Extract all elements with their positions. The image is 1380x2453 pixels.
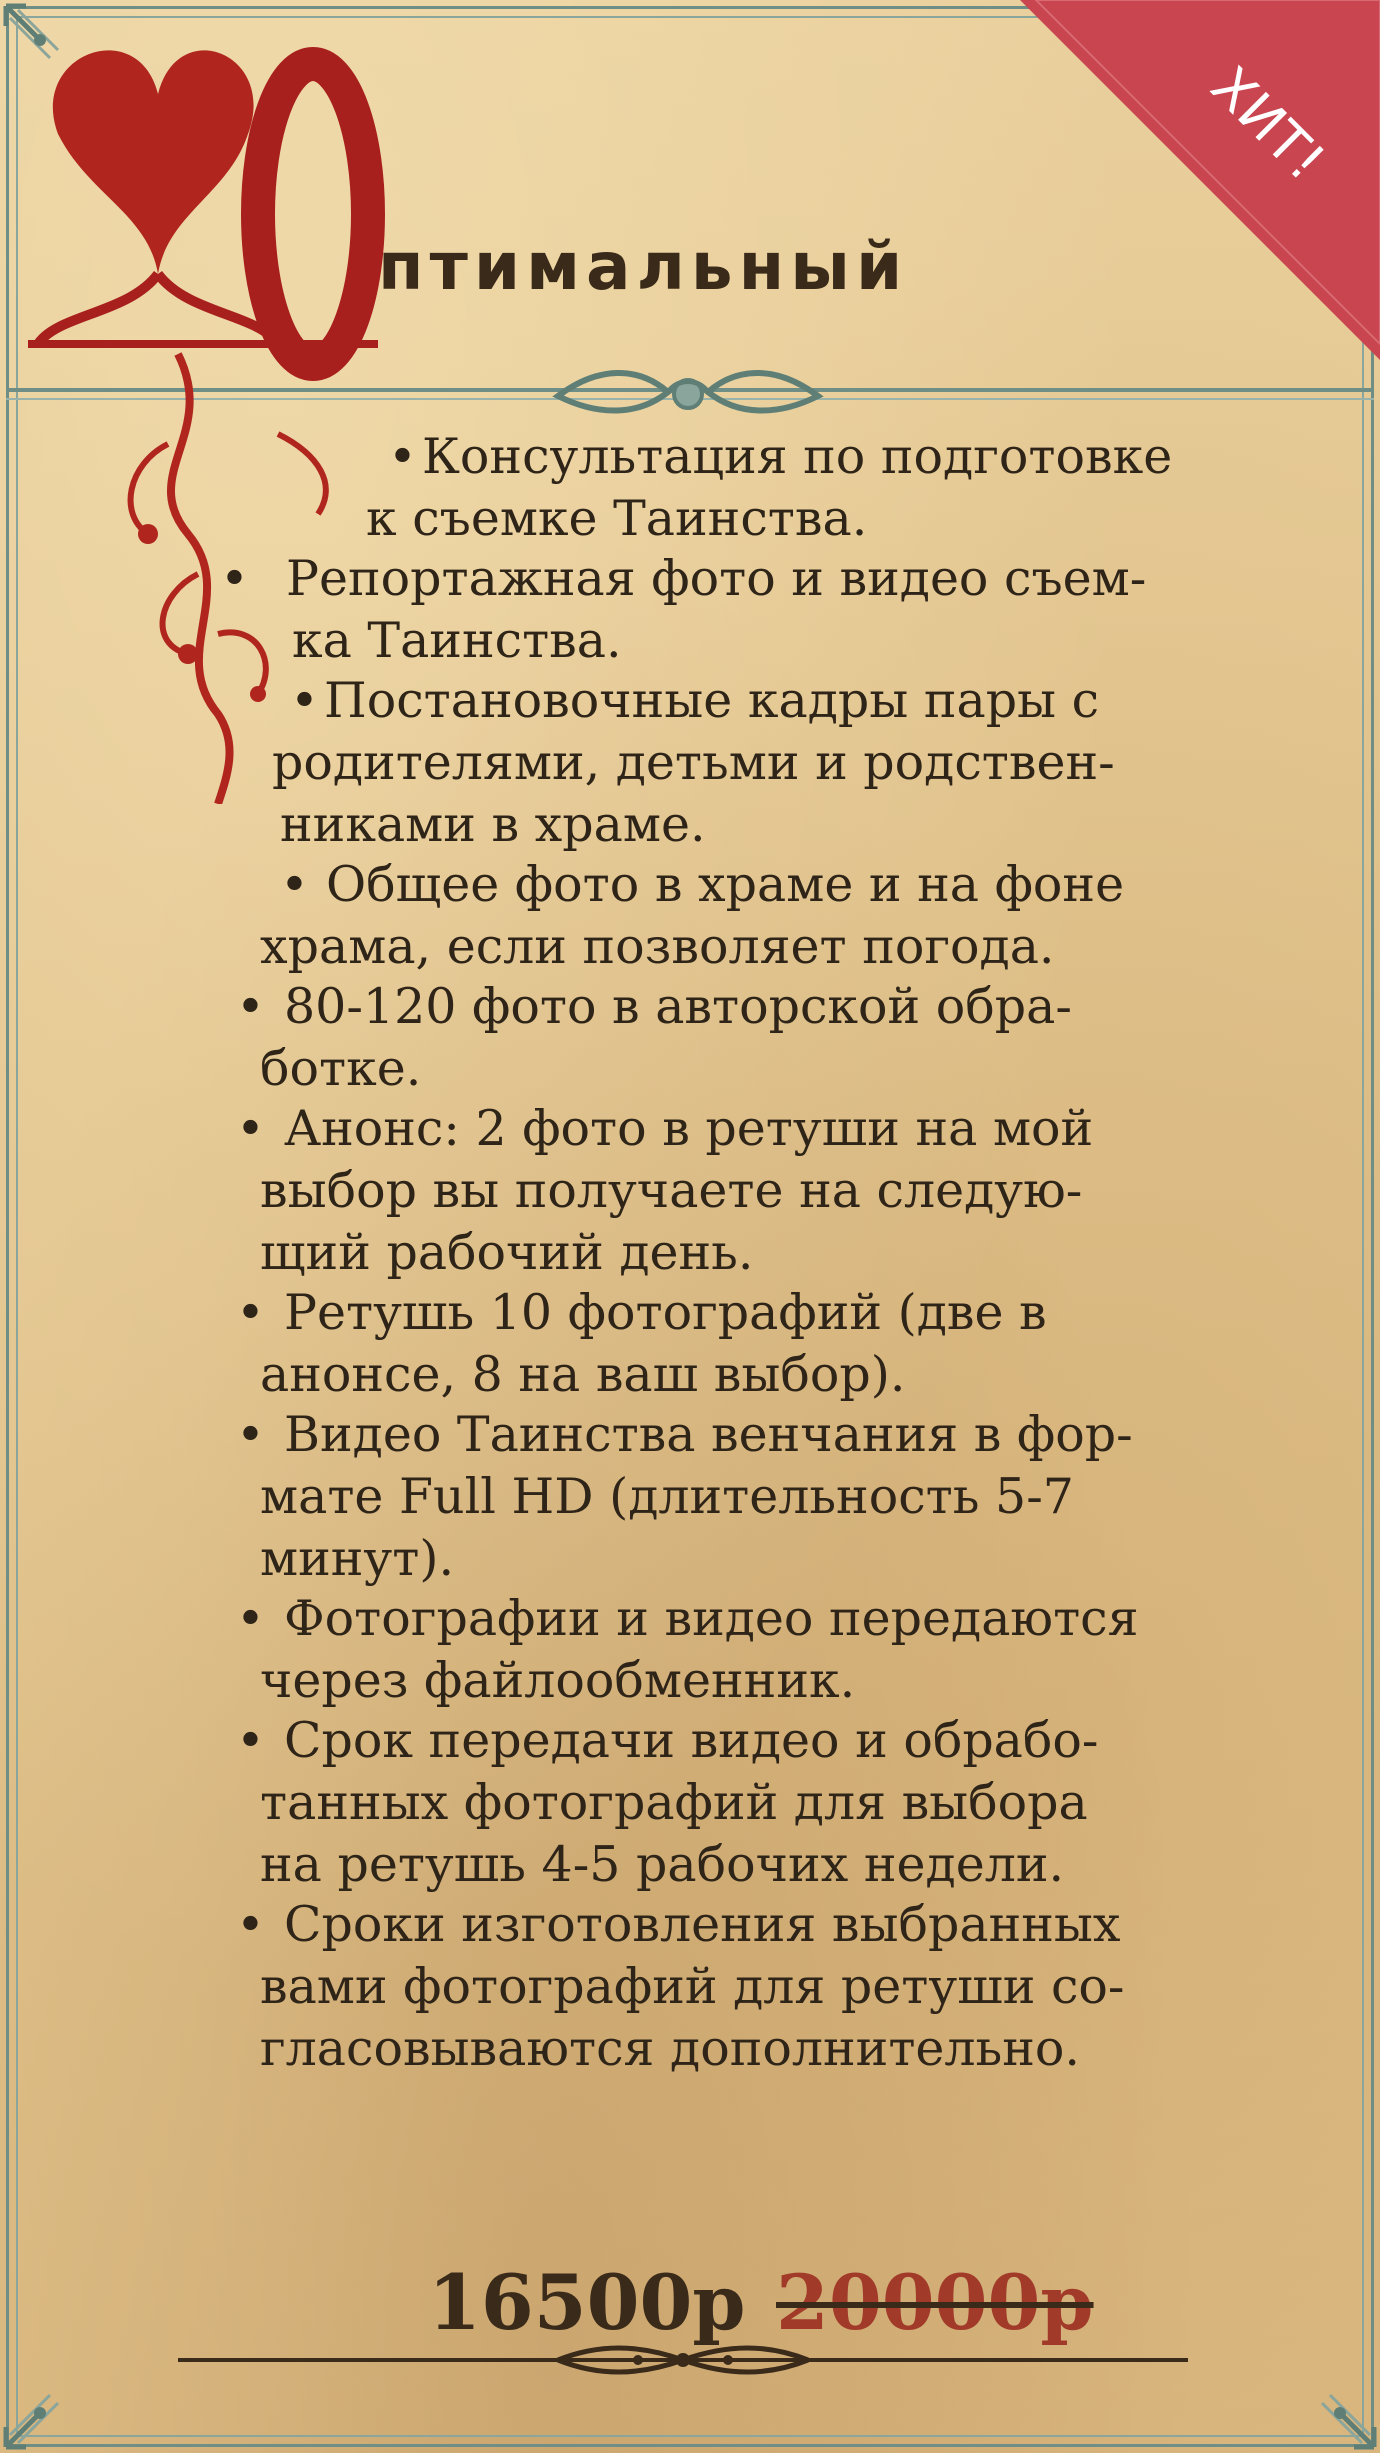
bullet-icon: • [388,428,417,485]
price-row [0,2258,1380,2348]
bullet-icon: • [236,978,265,1035]
list-item: • Общее фото в храме и на фоне храма, если позволяет погода. [260,856,1125,975]
bullet-icon: • [220,550,249,607]
bullet-icon: • [236,1590,265,1647]
hit-badge-label: ХИТ! [1199,54,1337,193]
bullet-icon: • [236,1100,265,1157]
bullet-icon: • [236,1284,265,1341]
list-item: • Анонс: 2 фото в ретуши на мой выбор вы получаете на следую- щий рабочий день. [236,1100,1094,1281]
list-item: • Видео Таинства венчания в фор- мате Full HD (длительность 5-7 минут). [236,1406,1133,1587]
list-item: • Ретушь 10 фотографий (две в анонсе, 8 на ваш выбор). [236,1284,1047,1403]
list-item: • 80-120 фото в авторской обра- ботке. [236,978,1072,1097]
bullet-icon: • [236,1896,265,1953]
list-item: • Консультация по подготовке к съемке Таинства. [366,428,1173,547]
current-price: 16500р [428,2258,746,2347]
price-divider-ornament-icon [178,2338,1188,2378]
bullet-icon: • [236,1406,265,1463]
hit-ribbon [1020,0,1380,360]
corner-ornament-bottom-right-icon [1310,2383,1380,2453]
decorative-initial-ornament-icon [18,14,458,804]
bullet-icon: • [290,672,319,729]
old-price: 20000р [776,2258,1094,2347]
list-item: • Сроки изготовления выбранных вами фотографий для ретуши со- гласовываются дополнительно. [236,1896,1125,2077]
list-item: • Репортажная фото и видео съем- ка Таинства. [220,550,1147,669]
list-item: • Постановочные кадры пары с родителями, детьми и родствен- никами в храме. [272,672,1115,853]
corner-ornament-bottom-left-icon [0,2383,70,2453]
header-center-ornament-icon [548,356,828,436]
package-title: птимальный [378,228,909,305]
list-item: • Фотографии и видео передаются через файлообменник. [236,1590,1139,1709]
bullet-icon: • [280,856,309,913]
list-item: • Срок передачи видео и обрабо- танных фотографий для выбора на ретушь 4-5 рабочих недели. [236,1712,1099,1893]
bullet-icon: • [236,1712,265,1769]
